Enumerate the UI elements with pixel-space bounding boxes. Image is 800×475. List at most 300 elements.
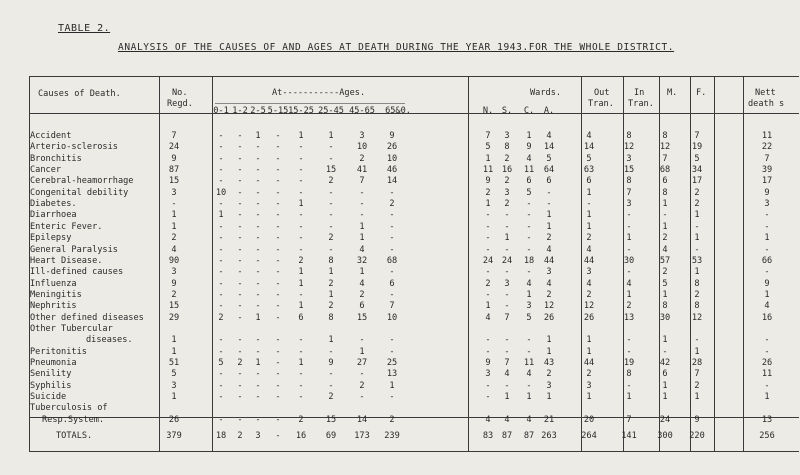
table-cell: - [275,222,281,232]
table-cell: - [218,267,224,277]
table-cell: 7 [389,301,395,311]
table-cell: 9 [171,154,177,164]
table-cell: - [694,335,700,345]
table-cell: - [526,347,532,357]
table-cell: 10 [386,154,398,164]
table-cell: 1 [764,290,770,300]
table-cell: 4 [504,369,510,379]
table-cell: 7 [764,154,770,164]
table-cell: 11 [523,165,535,175]
table-cell: - [504,335,510,345]
table-cell: - [504,290,510,300]
table-cell: 11 [482,165,494,175]
table-cell: - [218,131,224,141]
table-cell: 7 [694,131,700,141]
header-at-ages: At-----------Ages. [272,88,366,98]
age-column-header: 5-15 [267,106,289,116]
table-cell: - [218,222,224,232]
table-cell: - [255,176,261,186]
age-column-header: 15-25 [288,106,314,116]
table-cell: 4 [526,154,532,164]
totals-cell: 18 [215,431,227,441]
table-cell: 28 [691,358,703,368]
cause-label: General Paralysis [30,245,118,255]
table-cell: 1 [328,335,334,345]
table-cell: - [237,347,243,357]
table-cell: 1 [662,290,668,300]
header-female: F. [696,88,707,98]
table-cell: 1 [626,233,632,243]
table-cell: - [275,233,281,243]
table-cell: 1 [298,358,304,368]
table-cell: 4 [359,279,365,289]
age-column-header: 25-45 [318,106,344,116]
table-cell: 1 [526,392,532,402]
table-cell: 6 [298,313,304,323]
table-cell: 5 [171,369,177,379]
age-column-header: 65&0. [385,106,411,116]
table-cell: - [237,335,243,345]
table-cell: 24 [482,256,494,266]
table-cell: - [218,165,224,175]
table-cell: - [328,369,334,379]
table-cell: 2 [298,415,304,425]
table-cell: 6 [662,369,668,379]
cause-label: Influenza [30,279,77,289]
table-cell: - [237,154,243,164]
table-cell: - [485,290,491,300]
table-cell: - [389,392,395,402]
table-cell: - [389,267,395,277]
table-cell: 46 [386,165,398,175]
table-cell: - [526,335,532,345]
table-cell: 51 [168,358,180,368]
cause-label: Senility [30,369,72,379]
table-cell: 2 [586,233,592,243]
table-cell: 4 [526,369,532,379]
table-cell: 3 [764,199,770,209]
table-cell: 5 [586,154,592,164]
table-cell: 1 [389,381,395,391]
table-cell: - [298,176,304,186]
table-cell: 4 [546,279,552,289]
table-cell: 5 [662,279,668,289]
table-cell: 2 [359,381,365,391]
table-cell: 2 [359,290,365,300]
table-cell: - [546,199,552,209]
table-cell: - [359,369,365,379]
table-cell: - [237,188,243,198]
table-cell: - [275,142,281,152]
table-cell: 1 [485,301,491,311]
table-cell: 39 [761,165,773,175]
table-cell: 24 [501,256,513,266]
table-cell: - [485,381,491,391]
table-cell: 9 [328,358,334,368]
table-cell: - [328,245,334,255]
table-cell: - [764,245,770,255]
table-cell: - [255,245,261,255]
table-cell: 1 [359,347,365,357]
table-title: ANALYSIS OF THE CAUSES OF AND AGES AT DEATH DURING THE YEAR 1943.FOR THE WHOLE DISTRICT. [118,42,675,53]
table-cell: 2 [485,188,491,198]
table-cell: 41 [356,165,368,175]
table-cell: 68 [386,256,398,266]
table-cell: - [298,335,304,345]
table-cell: 4 [586,245,592,255]
table-cell: 1 [298,199,304,209]
totals-cell: 69 [325,431,337,441]
table-cell: 6 [662,176,668,186]
table-cell: - [662,210,668,220]
table-cell: - [218,415,224,425]
table-cell: 3 [504,131,510,141]
ward-column-header: S. [501,106,513,116]
table-cell: - [218,392,224,402]
table-cell: - [275,131,281,141]
table-cell: 1 [298,267,304,277]
table-cell: - [298,188,304,198]
table-cell: 15 [168,301,180,311]
table-cell: 1 [526,131,532,141]
table-cell: - [546,188,552,198]
table-cell: 1 [662,199,668,209]
table-cell: 1 [485,154,491,164]
table-cell: - [218,154,224,164]
totals-cell: 256 [759,431,775,441]
table-cell: 2 [328,176,334,186]
table-cell: - [298,142,304,152]
table-cell: 1 [359,222,365,232]
age-column-header: 2-5 [250,106,266,116]
table-cell: 2 [504,176,510,186]
table-cell: - [526,233,532,243]
table-cell: 1 [586,210,592,220]
table-cell: - [389,210,395,220]
table-cell: - [237,290,243,300]
table-cell: - [218,199,224,209]
table-cell: - [237,165,243,175]
table-cell: 13 [623,313,635,323]
table-cell: - [359,199,365,209]
table-cell: 2 [328,279,334,289]
table-cell: - [275,210,281,220]
table-cell: - [298,381,304,391]
table-cell: 1 [546,210,552,220]
table-cell: 19 [623,358,635,368]
table-cell: 1 [171,335,177,345]
table-cell: 1 [359,267,365,277]
table-cell: - [255,301,261,311]
totals-cell: 263 [541,431,557,441]
totals-cell: 83 [482,431,494,441]
table-cell: 1 [504,392,510,402]
table-cell: 2 [694,199,700,209]
table-cell: 7 [694,369,700,379]
table-cell: 13 [761,415,773,425]
table-cell: - [298,233,304,243]
table-cell: 1 [504,233,510,243]
table-cell: 44 [583,358,595,368]
header-wards: Wards. [530,88,562,98]
table-cell: - [328,381,334,391]
table-cell: - [218,142,224,152]
table-cell: - [237,222,243,232]
cause-label: Other Tubercular [30,324,113,334]
table-cell: - [328,154,334,164]
table-cell: - [255,279,261,289]
table-cell: 8 [504,142,510,152]
header-no-regd-2: Regd. [167,99,193,109]
table-cell: - [255,142,261,152]
table-cell: 10 [215,188,227,198]
header-nett: Nett [755,88,776,98]
totals-cell: 220 [689,431,705,441]
table-cell: 5 [526,188,532,198]
table-cell: - [626,267,632,277]
totals-cell: 173 [354,431,370,441]
table-cell: - [255,392,261,402]
cause-label: Congenital debility [30,188,129,198]
table-cell: 2 [662,267,668,277]
table-cell: 2 [171,233,177,243]
table-number: TABLE 2. [58,23,111,34]
table-cell: 15 [168,176,180,186]
table-cell: - [359,392,365,402]
header-bottom-rule [29,113,799,114]
table-cell: 7 [626,415,632,425]
table-cell: - [218,256,224,266]
table-cell: 24 [659,415,671,425]
table-cell: - [275,176,281,186]
table-cell: - [237,415,243,425]
table-cell: - [275,256,281,266]
table-cell: - [359,335,365,345]
table-cell: - [237,256,243,266]
table-cell: - [298,222,304,232]
table-cell: 3 [626,154,632,164]
table-cell: 7 [662,154,668,164]
table-cell: 22 [761,142,773,152]
table-cell: 6 [586,176,592,186]
table-cell: 1 [586,335,592,345]
table-cell: - [237,131,243,141]
table-cell: - [485,267,491,277]
table-cell: - [255,347,261,357]
table-cell: - [328,210,334,220]
cause-label: Enteric Fever. [30,222,103,232]
table-cell: 5 [694,154,700,164]
table-cell: 3 [359,131,365,141]
table-cell: 4 [526,415,532,425]
age-column-header: 45-65 [349,106,375,116]
table-cell: 4 [764,301,770,311]
cause-label: Suicide [30,392,67,402]
table-cell: - [237,369,243,379]
table-cell: - [218,335,224,345]
table-cell: - [237,142,243,152]
table-cell: 1 [328,131,334,141]
table-cell: - [485,392,491,402]
table-cell: - [485,210,491,220]
table-cell: 1 [764,233,770,243]
table-cell: - [526,267,532,277]
table-cell: - [586,199,592,209]
age-column-header: 1-2 [232,106,248,116]
table-cell: - [237,245,243,255]
table-cell: 2 [626,301,632,311]
totals-cell: 239 [384,431,400,441]
table-cell: - [218,233,224,243]
cause-label: Bronchitis [30,154,82,164]
table-cell: - [328,222,334,232]
table-cell: 1 [171,347,177,357]
table-cell: 1 [662,335,668,345]
table-cell: 2 [328,233,334,243]
header-male: M. [667,88,678,98]
table-cell: 20 [583,415,595,425]
table-cell: 2 [485,279,491,289]
table-cell: - [275,415,281,425]
table-cell: 3 [586,267,592,277]
table-cell: - [504,267,510,277]
table-cell: - [504,210,510,220]
table-cell: 26 [543,313,555,323]
table-cell: 16 [501,165,513,175]
cause-label: Cancer [30,165,62,175]
table-cell: 3 [626,199,632,209]
table-cell: 27 [356,358,368,368]
table-cell: - [626,210,632,220]
table-cell: 3 [586,381,592,391]
table-cell: - [626,222,632,232]
table-cell: 3 [504,188,510,198]
table-cell: 3 [526,301,532,311]
table-cell: 8 [694,279,700,289]
table-cell: 44 [583,256,595,266]
table-cell: 43 [543,358,555,368]
cause-label: Heart Disease. [30,256,103,266]
table-cell: 1 [662,392,668,402]
table-cell: 8 [694,301,700,311]
table-cell: - [255,415,261,425]
table-cell: - [237,381,243,391]
table-cell: 2 [586,290,592,300]
table-cell: - [389,245,395,255]
table-cell: 15 [623,165,635,175]
table-cell: - [237,301,243,311]
table-cell: 5 [485,142,491,152]
table-cell: 4 [626,279,632,289]
table-cell: - [298,369,304,379]
table-cell: 11 [761,131,773,141]
table-cell: 1 [586,222,592,232]
table-cell: 4 [586,131,592,141]
table-cell: - [275,369,281,379]
cause-label: Accident [30,131,72,141]
table-cell: - [694,222,700,232]
table-cell: 2 [694,381,700,391]
table-cell: - [298,290,304,300]
table-cell: 21 [543,415,555,425]
table-cell: - [526,210,532,220]
table-cell: 12 [623,142,635,152]
table-cell: 1 [255,358,261,368]
table-cell: 3 [485,369,491,379]
table-cell: 15 [356,313,368,323]
table-cell: 11 [523,358,535,368]
table-cell: - [485,335,491,345]
table-cell: 9 [694,415,700,425]
table-cell: 15 [325,165,337,175]
table-cell: 9 [526,142,532,152]
table-cell: 7 [504,358,510,368]
table-cell: 5 [526,313,532,323]
table-cell: 44 [543,256,555,266]
cause-label: Cerebral-heamorrhage [30,176,134,186]
table-cell: - [694,245,700,255]
table-cell: - [485,233,491,243]
table-cell: 17 [761,176,773,186]
table-cell: - [662,347,668,357]
table-cell: 14 [356,415,368,425]
table-cell: - [255,188,261,198]
table-cell: - [626,347,632,357]
table-cell: 3 [171,381,177,391]
table-cell: 9 [485,358,491,368]
table-cell: 9 [764,279,770,289]
totals-cell: 3 [255,431,261,441]
table-cell: 7 [171,131,177,141]
table-cell: - [255,290,261,300]
table-cell: 3 [546,381,552,391]
table-cell: 26 [168,415,180,425]
table-cell: - [764,347,770,357]
table-cell: 66 [761,256,773,266]
ward-column-header: N. [482,106,494,116]
table-cell: - [485,245,491,255]
table-cell: 1 [298,131,304,141]
table-cell: - [255,267,261,277]
table-cell: 6 [359,301,365,311]
table-cell: 64 [543,165,555,175]
table-cell: 1 [546,392,552,402]
table-cell: 1 [694,233,700,243]
table-cell: - [275,313,281,323]
col-rule [743,76,744,451]
table-cell: 4 [526,279,532,289]
table-cell: 12 [583,301,595,311]
table-cell: 6 [526,176,532,186]
table-cell: - [237,199,243,209]
table-cell: 1 [328,267,334,277]
table-cell: - [218,290,224,300]
table-cell: 10 [386,313,398,323]
table-cell: 30 [659,313,671,323]
table-cell: - [298,245,304,255]
table-cell: - [218,176,224,186]
table-cell: - [526,381,532,391]
table-cell: 3 [504,279,510,289]
table-cell: 25 [386,358,398,368]
table-cell: 3 [171,188,177,198]
cause-label: Arterio-sclerosis [30,142,118,152]
table-cell: 11 [761,369,773,379]
table-cell: - [764,335,770,345]
table-cell: 8 [328,313,334,323]
header-out-tran-2: Tran. [588,99,614,109]
cause-label: Syphilis [30,381,72,391]
